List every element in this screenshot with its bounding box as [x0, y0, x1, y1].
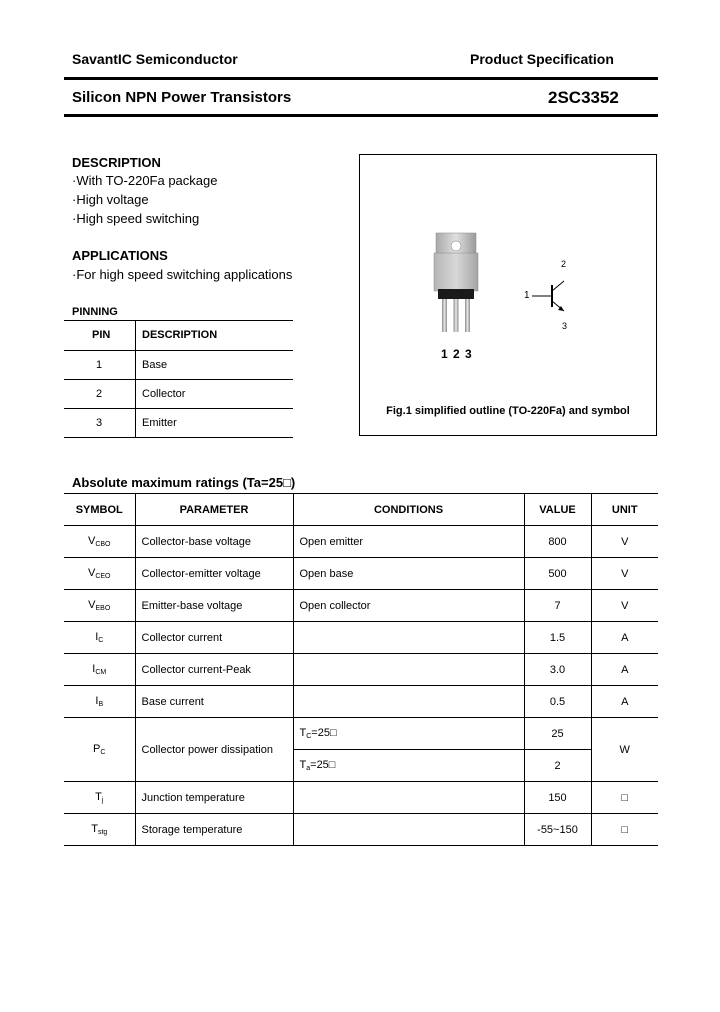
unit-cell: W: [591, 718, 658, 782]
pin-row: [64, 380, 293, 409]
pin-description: Base: [142, 359, 168, 371]
to220fa-package-image: [430, 229, 482, 339]
unit-cell: A: [591, 686, 658, 718]
pin-header-pin: PIN: [92, 329, 111, 341]
value-cell: 0.5: [524, 686, 591, 718]
table-row: [64, 782, 658, 814]
value-cell: -55~150: [524, 814, 591, 846]
unit-cell: □: [591, 782, 658, 814]
conditions-cell: $T_a=25□$: [293, 750, 524, 782]
unit-cell: A: [591, 654, 658, 686]
product-family: Silicon NPN Power Transistors: [72, 89, 292, 106]
conditions-cell: [293, 814, 524, 846]
description-item: ·High speed switching: [72, 211, 200, 226]
symbol-cell: $V_{CBO}$: [64, 526, 135, 558]
value-cell: 150: [524, 782, 591, 814]
value-cell: 25: [524, 718, 591, 750]
header-conditions: CONDITIONS: [293, 494, 524, 526]
table-row: [64, 814, 658, 846]
header-symbol: SYMBOL: [64, 494, 135, 526]
unit-cell: □: [591, 814, 658, 846]
symbol-pin-1: 1: [524, 290, 530, 301]
parameter-cell: Emitter-base voltage: [135, 590, 293, 622]
conditions-cell: Open emitter: [293, 526, 524, 558]
description-title: DESCRIPTION: [72, 155, 161, 170]
table-row: [64, 622, 658, 654]
conditions-cell: [293, 622, 524, 654]
symbol-cell: $V_{EBO}$: [64, 590, 135, 622]
pin-col-divider: [135, 321, 136, 350]
figure-caption: Fig.1 simplified outline (TO-220Fa) and symbol: [386, 405, 630, 417]
pinning-title: PINNING: [72, 306, 118, 318]
value-cell: 800: [524, 526, 591, 558]
parameter-cell: Collector-emitter voltage: [135, 558, 293, 590]
table-row: [64, 526, 658, 558]
pin-number: 3: [96, 417, 103, 429]
applications-title: APPLICATIONS: [72, 248, 168, 263]
conditions-cell: [293, 782, 524, 814]
conditions-cell: Open collector: [293, 590, 524, 622]
conditions-cell: [293, 654, 524, 686]
value-cell: 500: [524, 558, 591, 590]
package-pin-labels: 1 2 3: [441, 347, 473, 361]
unit-cell: A: [591, 622, 658, 654]
parameter-cell: Collector-base voltage: [135, 526, 293, 558]
symbol-pin-2: 2: [561, 259, 567, 269]
pin-row: [64, 409, 293, 438]
symbol-cell: $I_{CM}$: [64, 654, 135, 686]
doc-type: Product Specification: [470, 51, 614, 67]
header-parameter: PARAMETER: [135, 494, 293, 526]
table-row: [64, 654, 658, 686]
conditions-cell: $T_C=25□$: [293, 718, 524, 750]
pin-description: Collector: [142, 388, 186, 400]
parameter-cell: Collector power dissipation: [135, 718, 293, 782]
pin-col-divider: [135, 409, 136, 437]
parameter-cell: Base current: [135, 686, 293, 718]
pin-col-divider: [135, 380, 136, 408]
symbol-cell: $V_{CEO}$: [64, 558, 135, 590]
header-rule-bottom: [64, 114, 658, 117]
value-cell: 3.0: [524, 654, 591, 686]
ratings-header-row: [64, 494, 658, 526]
table-row: [64, 686, 658, 718]
symbol-pin-3: 3: [562, 321, 568, 331]
pin-number: 2: [96, 388, 103, 400]
value-cell: 7: [524, 590, 591, 622]
table-row: [64, 558, 658, 590]
unit-cell: V: [591, 526, 658, 558]
value-cell: 2: [524, 750, 591, 782]
symbol-cell: $P_C$: [64, 718, 135, 782]
parameter-cell: Junction temperature: [135, 782, 293, 814]
conditions-cell: Open base: [293, 558, 524, 590]
pin-table-header: [64, 321, 293, 351]
ratings-table: [64, 493, 658, 846]
pin-table: [64, 321, 293, 438]
header-rule-top: [64, 77, 658, 80]
symbol-cell: $I_C$: [64, 622, 135, 654]
parameter-cell: Collector current: [135, 622, 293, 654]
applications-item: ·For high speed switching applications: [72, 267, 293, 282]
value-cell: 1.5: [524, 622, 591, 654]
pin-number: 1: [96, 359, 103, 371]
figure-box: [359, 154, 657, 436]
parameter-cell: Collector current-Peak: [135, 654, 293, 686]
pin-row: [64, 351, 293, 380]
description-item: ·With TO-220Fa package: [72, 173, 218, 188]
description-item: ·High voltage: [72, 192, 149, 207]
pin-header-description: DESCRIPTION: [142, 329, 218, 341]
unit-cell: V: [591, 590, 658, 622]
header-value: VALUE: [524, 494, 591, 526]
symbol-cell: $I_B$: [64, 686, 135, 718]
symbol-cell: $T_{stg}$: [64, 814, 135, 846]
company-name: SavantIC Semiconductor: [72, 51, 238, 67]
npn-transistor-symbol-icon: [530, 275, 570, 319]
conditions-cell: [293, 686, 524, 718]
unit-cell: V: [591, 558, 658, 590]
symbol-cell: $T_j$: [64, 782, 135, 814]
pin-description: Emitter: [142, 417, 177, 429]
table-row-pc-tc: [64, 718, 658, 750]
pin-col-divider: [135, 351, 136, 379]
part-number: 2SC3352: [548, 88, 619, 107]
header-unit: UNIT: [591, 494, 658, 526]
ratings-title: Absolute maximum ratings (Ta=25□): [72, 475, 296, 490]
parameter-cell: Storage temperature: [135, 814, 293, 846]
table-row: [64, 590, 658, 622]
